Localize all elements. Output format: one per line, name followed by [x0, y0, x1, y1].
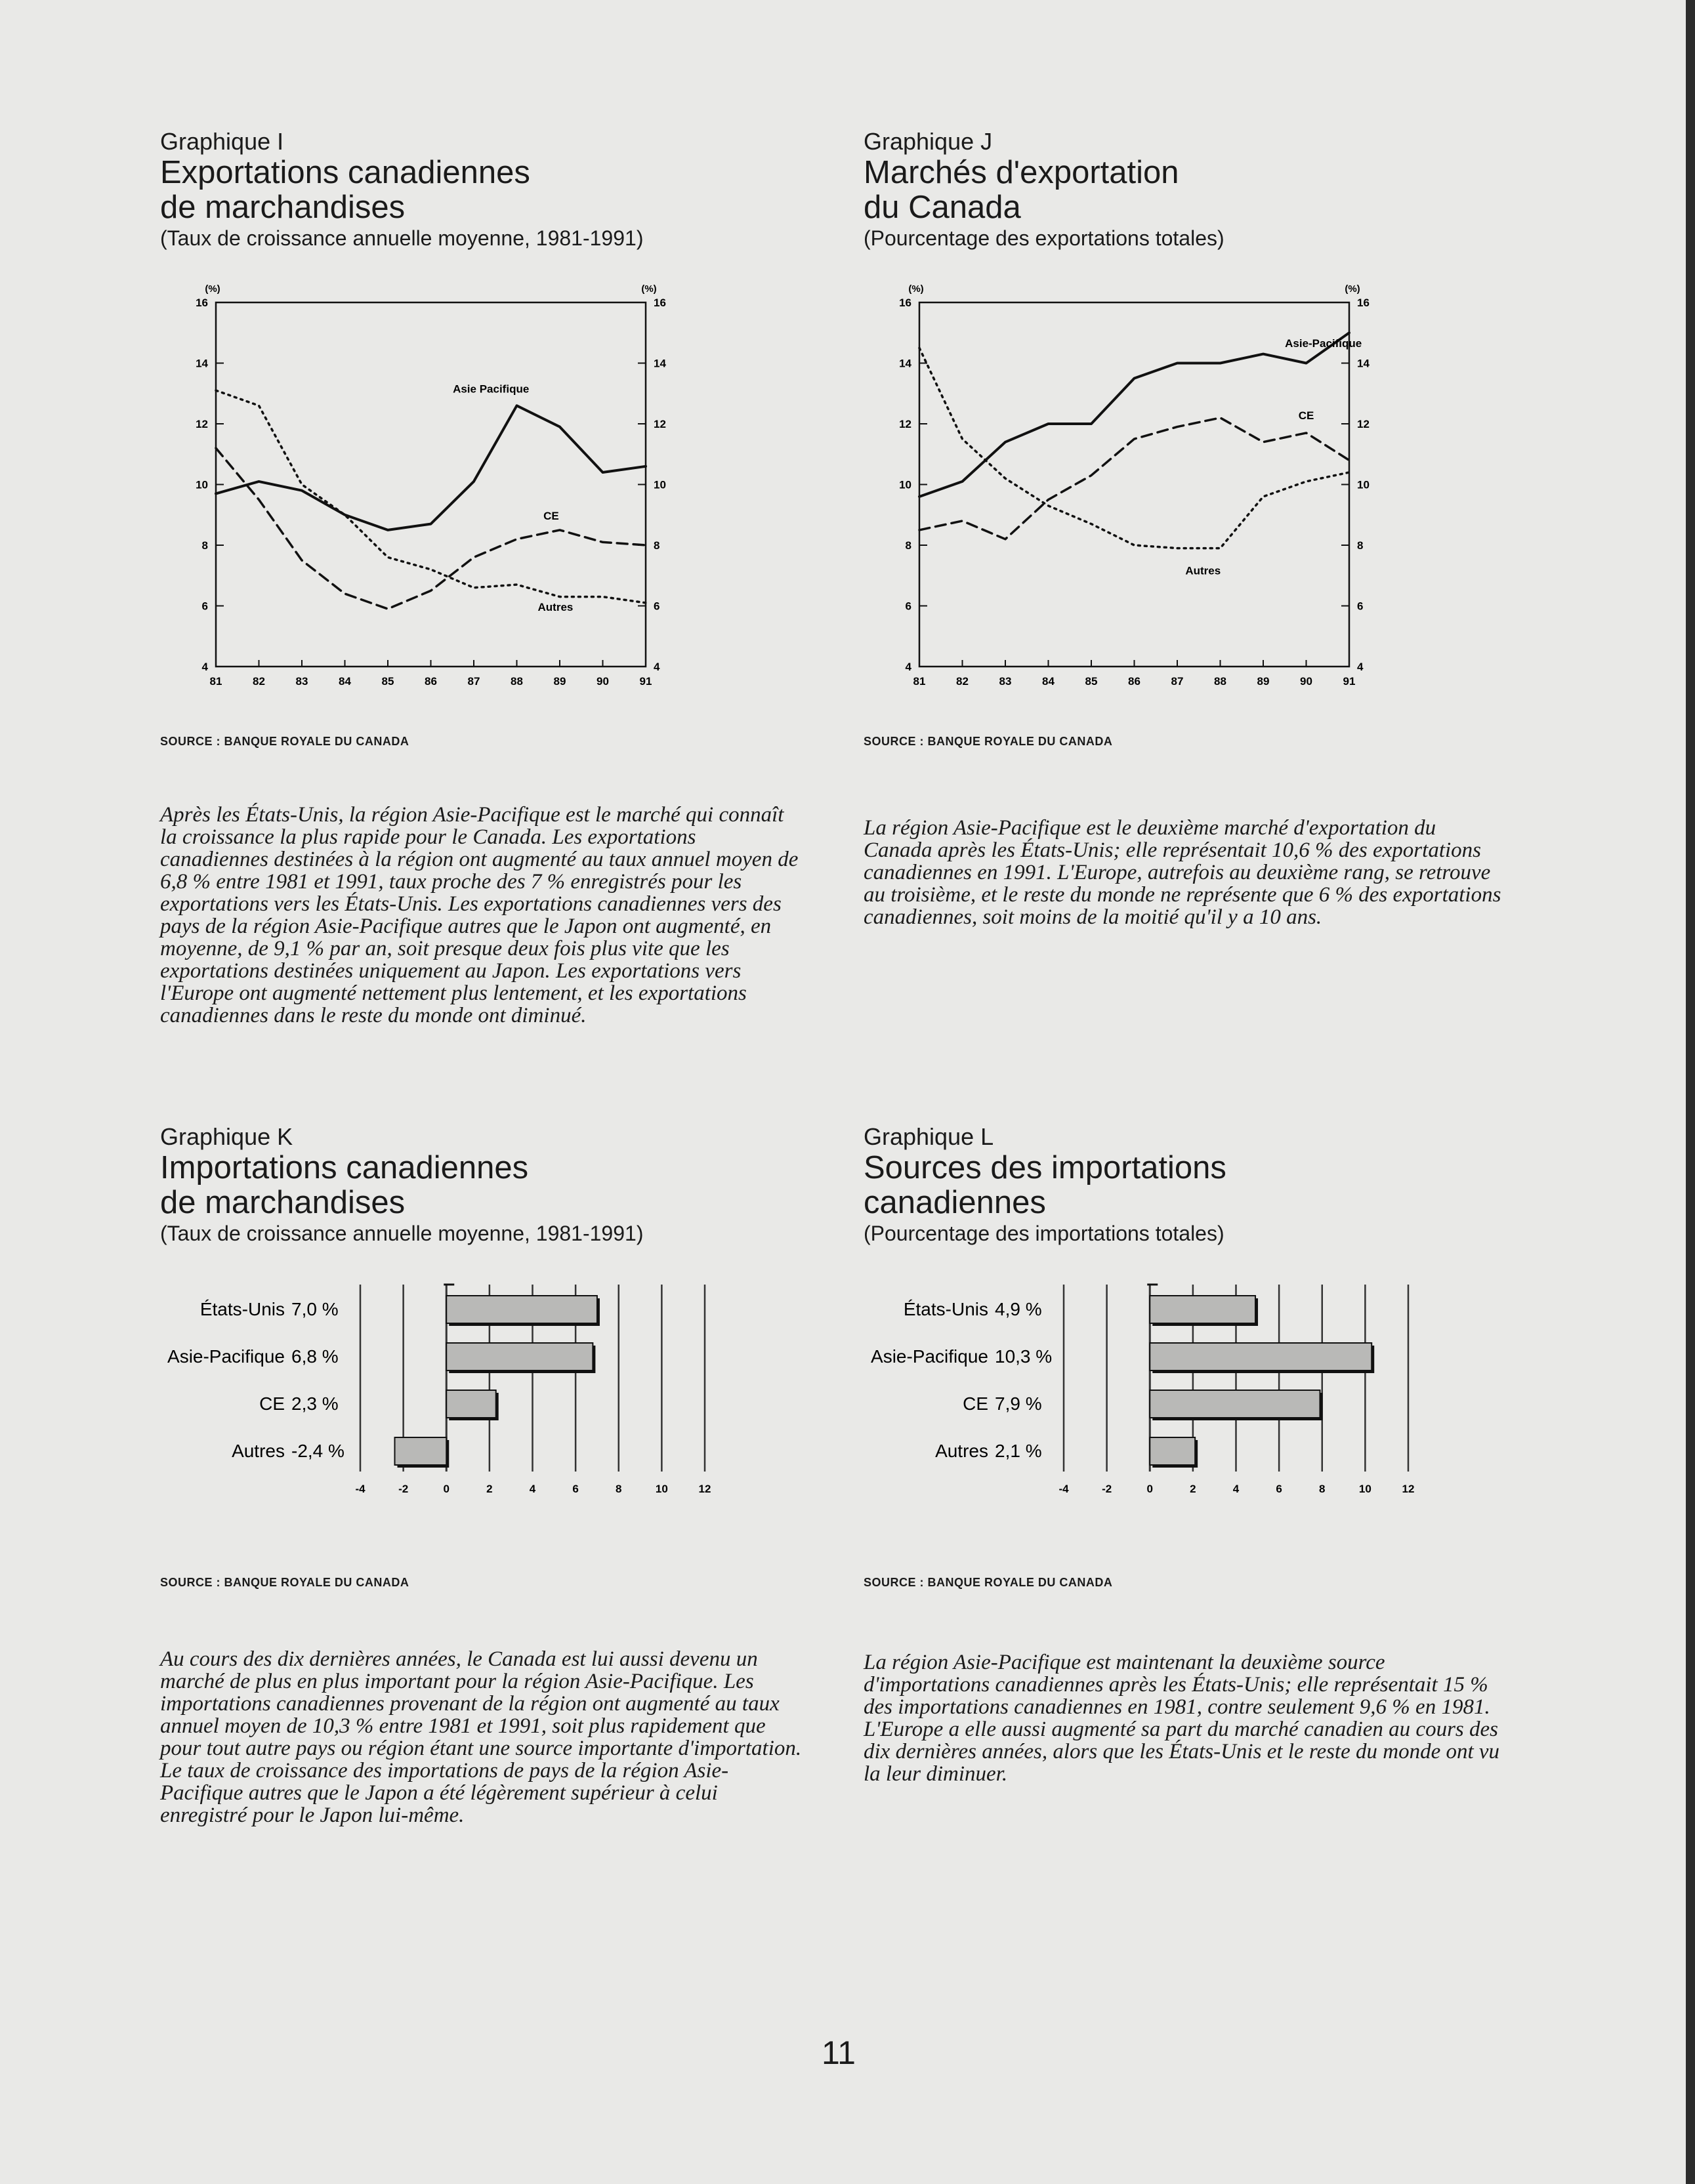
chart-j-series-asie-pacifique-line — [919, 333, 1349, 497]
chart-j-ylabel-left-14: 14 — [899, 357, 911, 370]
chart-i-source: SOURCE : BANQUE ROYALE DU CANADA — [160, 735, 409, 748]
chart-j-ylabel-right-6: 6 — [1357, 600, 1364, 613]
chart-l-kicker: Graphique L — [864, 1123, 994, 1150]
chart-k-subtitle: (Taux de croissance annuelle moyenne, 1981-1991) — [160, 1222, 644, 1245]
chart-k-xlabel-4: 4 — [529, 1483, 536, 1495]
chart-l-xlabel-10: 10 — [1358, 1483, 1371, 1495]
chart-k-bar-autres — [395, 1437, 447, 1465]
chart-l-xlabel-8: 8 — [1319, 1483, 1326, 1495]
chart-i-ylabel-right-10: 10 — [654, 478, 666, 491]
chart-j-xlabel-90: 90 — [1300, 675, 1312, 688]
chart-i-plot-frame — [216, 302, 646, 667]
chart-l-commentary: La région Asie-Pacifique est maintenant la deuxième source d'importations canadiennes après les États-Unis; elle représentait 15 % des importations canadiennes en 1981, contre seulement 9,6 % en 1981. L'Europe a elle aussi augmenté sa part du marché canadien au cours des dix dernières années, alors que les États-Unis et le reste du monde ont vu la leur diminuer. — [864, 1651, 1500, 1786]
chart-k-xlabel-8: 8 — [616, 1483, 622, 1495]
chart-l-value-autres: 2,1 % — [995, 1441, 1042, 1461]
chart-k-xlabel-6: 6 — [572, 1483, 579, 1495]
chart-l-bar-asie-pacifique — [1150, 1343, 1371, 1370]
chart-j-line-chart — [864, 257, 1533, 703]
chart-l-bar-autres — [1150, 1437, 1195, 1465]
chart-i-ylabel-right-16: 16 — [654, 297, 666, 309]
chart-j-source: SOURCE : BANQUE ROYALE DU CANADA — [864, 735, 1113, 748]
chart-k-source: SOURCE : BANQUE ROYALE DU CANADA — [160, 1576, 409, 1589]
chart-j-xlabel-88: 88 — [1214, 675, 1226, 688]
chart-i-subtitle: (Taux de croissance annuelle moyenne, 1981-1991) — [160, 226, 644, 250]
chart-l-category--tats-unis: États-Unis — [903, 1299, 988, 1319]
chart-j-ylabel-right-16: 16 — [1357, 297, 1370, 309]
chart-i-ylabel-left-14: 14 — [196, 357, 208, 370]
chart-i-ylabel-right-4: 4 — [654, 661, 660, 673]
chart-l-xlabel-0: 0 — [1146, 1483, 1153, 1495]
chart-k-value-asie-pacifique: 6,8 % — [291, 1346, 339, 1367]
chart-j-title-line1: Marchés d'exportation — [864, 155, 1179, 190]
chart-j-xlabel-89: 89 — [1257, 675, 1270, 688]
chart-i-xlabel-91: 91 — [639, 675, 652, 688]
chart-j-ylabel-left-10: 10 — [899, 478, 911, 491]
chart-i-ylabel-left-10: 10 — [196, 478, 208, 491]
chart-k-bar-ce — [446, 1390, 495, 1418]
chart-j-plot-frame — [919, 302, 1349, 667]
chart-i-xlabel-86: 86 — [425, 675, 437, 688]
chart-j-ylabel-left-4: 4 — [905, 661, 911, 673]
chart-j-xlabel-87: 87 — [1171, 675, 1184, 688]
chart-l-value--tats-unis: 4,9 % — [995, 1299, 1042, 1319]
chart-i-xlabel-81: 81 — [209, 675, 222, 688]
chart-k-bar-chart — [160, 1252, 829, 1527]
chart-k-category-autres: Autres — [232, 1441, 285, 1461]
chart-j-series-ce-label: CE — [1298, 409, 1314, 422]
chart-j-unit-left: (%) — [908, 283, 924, 295]
chart-j-series-asie-pacifique-label: Asie-Pacifique — [1285, 337, 1362, 350]
page-number: 11 — [822, 2034, 856, 2071]
chart-l-value-ce: 7,9 % — [995, 1393, 1042, 1414]
chart-j-subtitle: (Pourcentage des exportations totales) — [864, 226, 1224, 250]
chart-k-xlabel-2: 2 — [486, 1483, 493, 1495]
chart-i-xlabel-90: 90 — [596, 675, 609, 688]
chart-j-xlabel-86: 86 — [1128, 675, 1140, 688]
panel-graphique-i — [160, 128, 829, 1027]
chart-k-title-line2: de marchandises — [160, 1185, 406, 1220]
chart-j-ylabel-left-6: 6 — [905, 600, 911, 613]
chart-l-bar--tats-unis — [1150, 1296, 1255, 1323]
chart-i-ylabel-right-12: 12 — [654, 418, 666, 430]
chart-i-series-asie-pacifique-label: Asie Pacifique — [453, 382, 530, 396]
chart-k-kicker: Graphique K — [160, 1123, 293, 1150]
chart-j-series-autres-label: Autres — [1185, 564, 1221, 577]
chart-j-series-ce-line — [919, 418, 1349, 539]
chart-k-xlabel-10: 10 — [655, 1483, 668, 1495]
chart-j-unit-right: (%) — [1345, 283, 1360, 295]
chart-l-xlabel--4: -4 — [1058, 1483, 1069, 1495]
chart-j-ylabel-right-12: 12 — [1357, 418, 1370, 430]
chart-i-xlabel-82: 82 — [253, 675, 265, 688]
chart-l-title-line1: Sources des importations — [864, 1150, 1226, 1185]
chart-j-kicker: Graphique J — [864, 128, 993, 155]
chart-i-ylabel-left-12: 12 — [196, 418, 208, 430]
chart-i-xlabel-89: 89 — [553, 675, 566, 688]
chart-j-title-line2: du Canada — [864, 190, 1021, 225]
chart-k-commentary: Au cours des dix dernières années, le Canada est lui aussi devenu un marché de plus en plus important pour la région Asie-Pacifique. Les importations canadiennes provenant de la région ont augmenté au taux annuel moyen de 10,3 % entre 1981 et 1991, soit plus rapidement que pour tout autre pays ou région étant une source importante d'importation. Le taux de croissance des importations de pays de la région Asie-Pacifique autres que le Japon a été légèrement supérieur à celui enregistré pour le Japon lui-même. — [160, 1647, 802, 1827]
chart-i-kicker: Graphique I — [160, 128, 284, 155]
chart-j-xlabel-81: 81 — [913, 675, 926, 688]
chart-k-xlabel--4: -4 — [355, 1483, 366, 1495]
chart-i-line-chart — [160, 257, 829, 703]
chart-i-series-ce-label: CE — [543, 509, 559, 522]
chart-i-ylabel-left-8: 8 — [201, 539, 208, 552]
chart-l-xlabel-2: 2 — [1190, 1483, 1196, 1495]
chart-i-title-line1: Exportations canadiennes — [160, 155, 530, 190]
chart-i-xlabel-85: 85 — [381, 675, 394, 688]
chart-k-category--tats-unis: États-Unis — [199, 1299, 285, 1319]
chart-i-xlabel-88: 88 — [511, 675, 523, 688]
chart-k-bar-asie-pacifique — [446, 1343, 593, 1370]
chart-j-ylabel-left-16: 16 — [899, 297, 911, 309]
chart-j-xlabel-83: 83 — [999, 675, 1012, 688]
chart-i-series-autres-label: Autres — [537, 601, 574, 614]
chart-l-category-asie-pacifique: Asie-Pacifique — [871, 1346, 988, 1367]
chart-k-xlabel-12: 12 — [698, 1483, 711, 1495]
chart-i-xlabel-83: 83 — [295, 675, 308, 688]
chart-k-title-line1: Importations canadiennes — [160, 1150, 529, 1185]
chart-i-ylabel-right-8: 8 — [654, 539, 660, 552]
panel-graphique-l — [864, 1123, 1533, 1786]
chart-i-unit-right: (%) — [641, 283, 657, 295]
chart-i-ylabel-left-4: 4 — [201, 661, 208, 673]
chart-i-xlabel-84: 84 — [339, 675, 351, 688]
chart-j-ylabel-right-10: 10 — [1357, 478, 1370, 491]
chart-i-ylabel-left-16: 16 — [196, 297, 208, 309]
chart-l-source: SOURCE : BANQUE ROYALE DU CANADA — [864, 1576, 1113, 1589]
chart-l-category-autres: Autres — [935, 1441, 988, 1461]
chart-j-xlabel-91: 91 — [1343, 675, 1356, 688]
chart-l-bar-ce — [1150, 1390, 1320, 1418]
chart-k-category-ce: CE — [259, 1393, 285, 1414]
chart-k-category-asie-pacifique: Asie-Pacifique — [167, 1346, 285, 1367]
chart-j-xlabel-84: 84 — [1042, 675, 1055, 688]
chart-i-series-autres-line — [216, 390, 646, 603]
chart-l-value-asie-pacifique: 10,3 % — [995, 1346, 1053, 1367]
chart-i-series-ce-line — [216, 448, 646, 609]
chart-i-unit-left: (%) — [205, 283, 220, 295]
chart-j-ylabel-left-8: 8 — [905, 539, 911, 552]
page-binding-edge — [1686, 0, 1695, 2184]
chart-k-value-autres: -2,4 % — [291, 1441, 345, 1461]
chart-k-value-ce: 2,3 % — [291, 1393, 339, 1414]
chart-l-subtitle: (Pourcentage des importations totales) — [864, 1222, 1224, 1245]
chart-j-commentary: La région Asie-Pacifique est le deuxième marché d'exportation du Canada après les États-Unis; elle représentait 10,6 % des exportations canadiennes en 1991. L'Europe, autrefois au deuxième rang, se retrouve au troisième, et le reste du monde ne représente que 6 % des exportations canadiennes, soit moins de la moitié qu'il y a 10 ans. — [864, 816, 1501, 929]
panel-graphique-j — [864, 128, 1533, 929]
chart-j-xlabel-82: 82 — [956, 675, 969, 688]
chart-l-xlabel-12: 12 — [1402, 1483, 1415, 1495]
chart-l-title-line2: canadiennes — [864, 1185, 1046, 1220]
chart-l-category-ce: CE — [963, 1393, 988, 1414]
chart-i-ylabel-right-14: 14 — [654, 357, 666, 370]
chart-l-bar-chart — [864, 1252, 1533, 1527]
chart-i-ylabel-left-6: 6 — [201, 600, 208, 613]
chart-i-commentary: Après les États-Unis, la région Asie-Pacifique est le marché qui connaît la croissance la plus rapide pour le Canada. Les exportations canadiennes destinées à la région ont augmenté au taux annuel moyen de 6,8 % entre 1981 et 1991, taux proche des 7 % enregistrés pour les exportations vers les États-Unis. Les exportations canadiennes vers des pays de la région Asie-Pacifique autres que le Japon ont augmenté, en moyenne, de 9,1 % par an, soit presque deux fois plus vite que les exportations destinées uniquement au Japon. Les exportations vers l'Europe ont augmenté nettement plus lentement, et les exportations canadiennes dans le reste du monde ont diminué. — [160, 803, 799, 1027]
chart-l-xlabel-4: 4 — [1232, 1483, 1240, 1495]
chart-j-xlabel-85: 85 — [1085, 675, 1098, 688]
panel-graphique-k — [160, 1123, 829, 1827]
chart-l-xlabel--2: -2 — [1102, 1483, 1112, 1495]
chart-j-ylabel-right-4: 4 — [1357, 661, 1364, 673]
chart-j-ylabel-right-8: 8 — [1357, 539, 1364, 552]
chart-k-value--tats-unis: 7,0 % — [291, 1299, 339, 1319]
chart-k-xlabel-0: 0 — [443, 1483, 450, 1495]
chart-k-bar--tats-unis — [446, 1296, 597, 1323]
chart-l-xlabel-6: 6 — [1276, 1483, 1282, 1495]
chart-i-series-asie-pacifique-line — [216, 405, 646, 530]
chart-j-ylabel-left-12: 12 — [899, 418, 911, 430]
chart-i-title-line2: de marchandises — [160, 190, 406, 225]
chart-i-xlabel-87: 87 — [467, 675, 480, 688]
chart-k-xlabel--2: -2 — [398, 1483, 409, 1495]
chart-i-ylabel-right-6: 6 — [654, 600, 660, 613]
chart-j-ylabel-right-14: 14 — [1357, 357, 1370, 370]
